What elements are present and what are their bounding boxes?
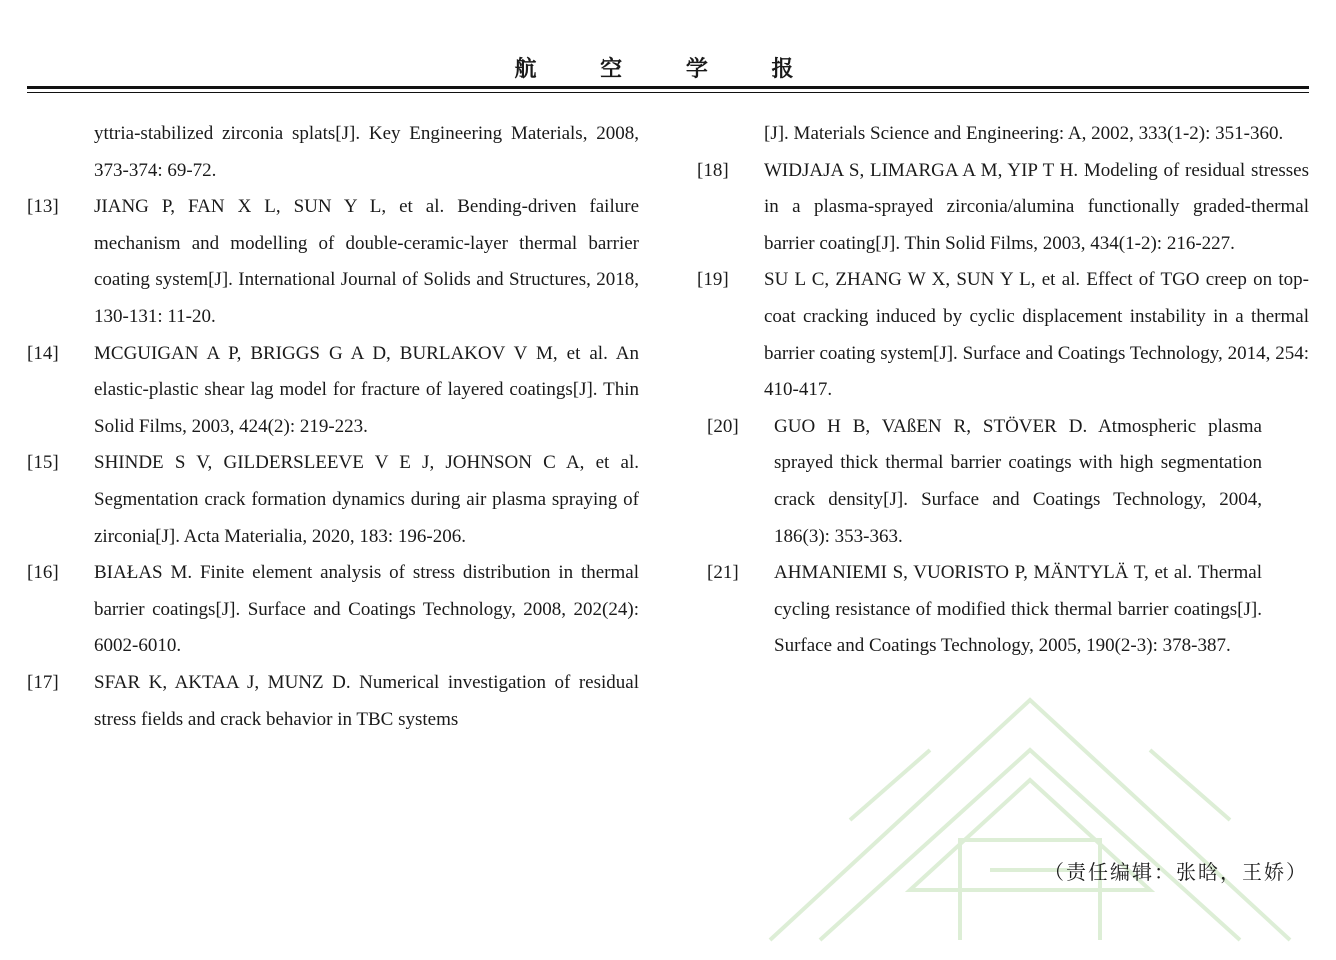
reference-item [697,153,1309,263]
header-rule-thin [27,92,1309,93]
reference-item [707,555,1262,665]
reference-number: [14] [27,342,59,364]
reference-continuation: yttria-stabilized zirconia splats[J]. Key Engineering Materials, 2008, 373-374: 69-72. [94,123,639,181]
reference-text: JIANG P, FAN X L, SUN Y L, et al. Bending-driven failure mechanism and modelling of double-ceramic-layer thermal barrier coating system[J]. International Journal of Solids and Structures, 2018, 130-131: 11-20. [94,196,639,327]
reference-text: SU L C, ZHANG W X, SUN Y L, et al. Effect of TGO creep on top-coat cracking induced by cyclic displacement instability in a thermal barrier coating system[J]. Surface and Coatings Technology, 2014, 254: 410-417. [764,269,1309,401]
editor-credit: （责任编辑：张晗，王娇） [1044,860,1308,884]
journal-header: 航 空 学 报 [514,56,822,82]
reference-number: [21] [707,562,739,584]
reference-number: [20] [707,415,739,437]
reference-number: [15] [27,452,59,474]
reference-text: GUO H B, VAßEN R, STÖVER D. Atmospheric plasma sprayed thick thermal barrier coatings with high segmentation crack density[J]. Surface and Coatings Technology, 2004, 186(3): 353-363. [774,415,1262,547]
reference-item [27,445,639,555]
reference-item [27,336,639,446]
reference-text: SFAR K, AKTAA J, MUNZ D. Numerical investigation of residual stress fields and crack behavior in TBC systems [94,671,639,730]
reference-text: BIAŁAS M. Finite element analysis of stress distribution in thermal barrier coatings[J]. Surface and Coatings Technology, 2008, 202(24): 6002-6010. [94,562,639,657]
right-column [697,116,1309,665]
watermark-logo [730,640,1336,960]
left-column [27,116,639,738]
reference-number: [13] [27,196,59,218]
reference-number: [18] [697,159,729,181]
reference-item [27,555,639,665]
reference-item [27,189,639,335]
reference-text: AHMANIEMI S, VUORISTO P, MÄNTYLÄ T, et al. Thermal cycling resistance of modified thick thermal barrier coatings[J]. Surface and Coatings Technology, 2005, 190(2-3): 378-387. [774,562,1262,657]
reference-item [697,262,1309,408]
reference-text: SHINDE S V, GILDERSLEEVE V E J, JOHNSON C A, et al. Segmentation crack formation dynamics during air plasma spraying of zirconia[J]. Acta Materialia, 2020, 183: 196-206. [94,452,639,547]
reference-text: MCGUIGAN A P, BRIGGS G A D, BURLAKOV V M, et al. An elastic-plastic shear lag model for fracture of layered coatings[J]. Thin Solid Films, 2003, 424(2): 219-223. [94,342,639,437]
reference-number: [19] [697,269,729,291]
reference-number: [17] [27,671,59,693]
reference-continuation: [J]. Materials Science and Engineering: A, 2002, 333(1-2): 351-360. [764,123,1284,144]
reference-text: WIDJAJA S, LIMARGA A M, YIP T H. Modeling of residual stresses in a plasma-sprayed zirconia/alumina functionally graded-thermal barrier coating[J]. Thin Solid Films, 2003, 434(1-2): 216-227. [764,159,1309,254]
header-rule-thick [27,86,1309,89]
reference-number: [16] [27,562,59,584]
reference-item [27,665,639,738]
reference-item [707,409,1262,555]
